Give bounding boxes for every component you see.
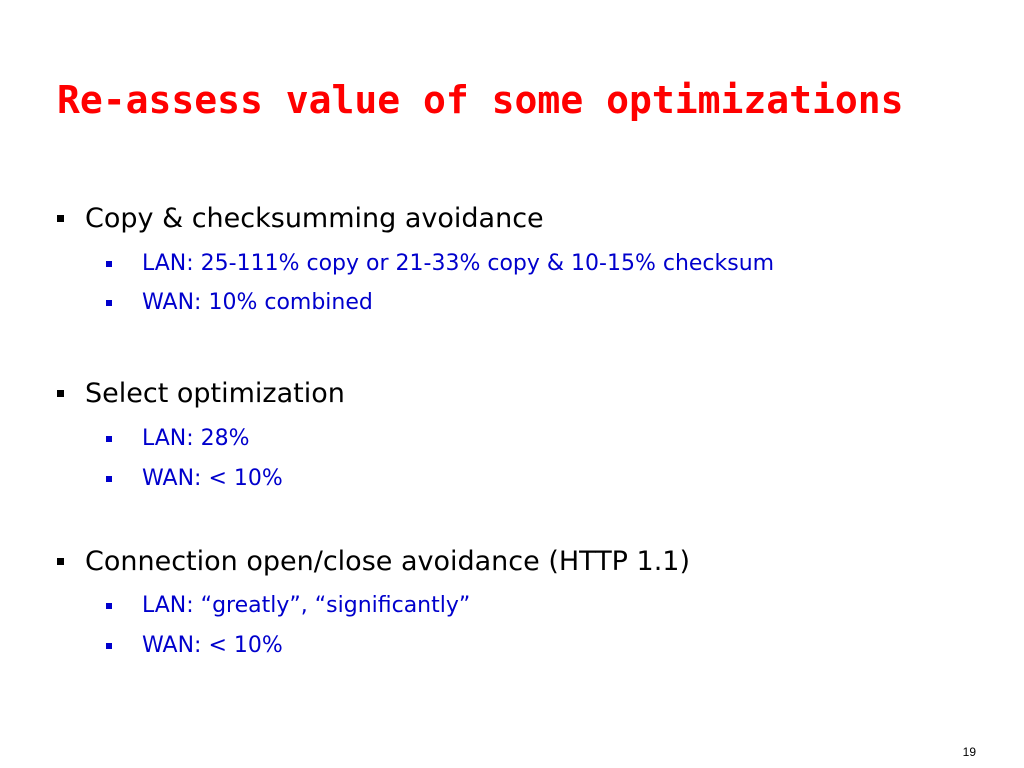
- sub-bullet-text: WAN: 10% combined: [142, 290, 373, 315]
- square-bullet-icon: [57, 215, 64, 222]
- square-bullet-icon: [106, 436, 112, 442]
- sub-bullet-text: WAN: < 10%: [142, 633, 283, 658]
- bullet-item: [57, 378, 345, 409]
- square-bullet-icon: [106, 603, 112, 609]
- slide-title: Re-assess value of some optimizations: [57, 78, 904, 122]
- square-bullet-icon: [57, 390, 64, 397]
- sub-bullet-item: [106, 290, 373, 315]
- bullet-item: [57, 203, 544, 234]
- sub-bullet-item: [106, 251, 774, 276]
- square-bullet-icon: [106, 643, 112, 649]
- sub-bullet-text: LAN: 25-111% copy or 21-33% copy & 10-15% checksum: [142, 251, 775, 276]
- sub-bullet-text: LAN: 28%: [142, 426, 250, 451]
- square-bullet-icon: [106, 476, 112, 482]
- sub-bullet-item: [106, 466, 283, 491]
- sub-bullet-text: LAN: “greatly”, “significantly”: [142, 593, 471, 618]
- square-bullet-icon: [106, 261, 112, 267]
- bullet-text: Connection open/close avoidance (HTTP 1.1): [85, 546, 691, 577]
- bullet-text: Copy & checksumming avoidance: [85, 203, 544, 234]
- square-bullet-icon: [57, 558, 64, 565]
- square-bullet-icon: [106, 300, 112, 306]
- sub-bullet-item: [106, 633, 283, 658]
- slide-number: 19: [962, 745, 976, 759]
- bullet-text: Select optimization: [85, 378, 345, 409]
- sub-bullet-item: [106, 593, 470, 618]
- sub-bullet-text: WAN: < 10%: [142, 466, 283, 491]
- sub-bullet-item: [106, 426, 250, 451]
- bullet-item: [57, 546, 690, 577]
